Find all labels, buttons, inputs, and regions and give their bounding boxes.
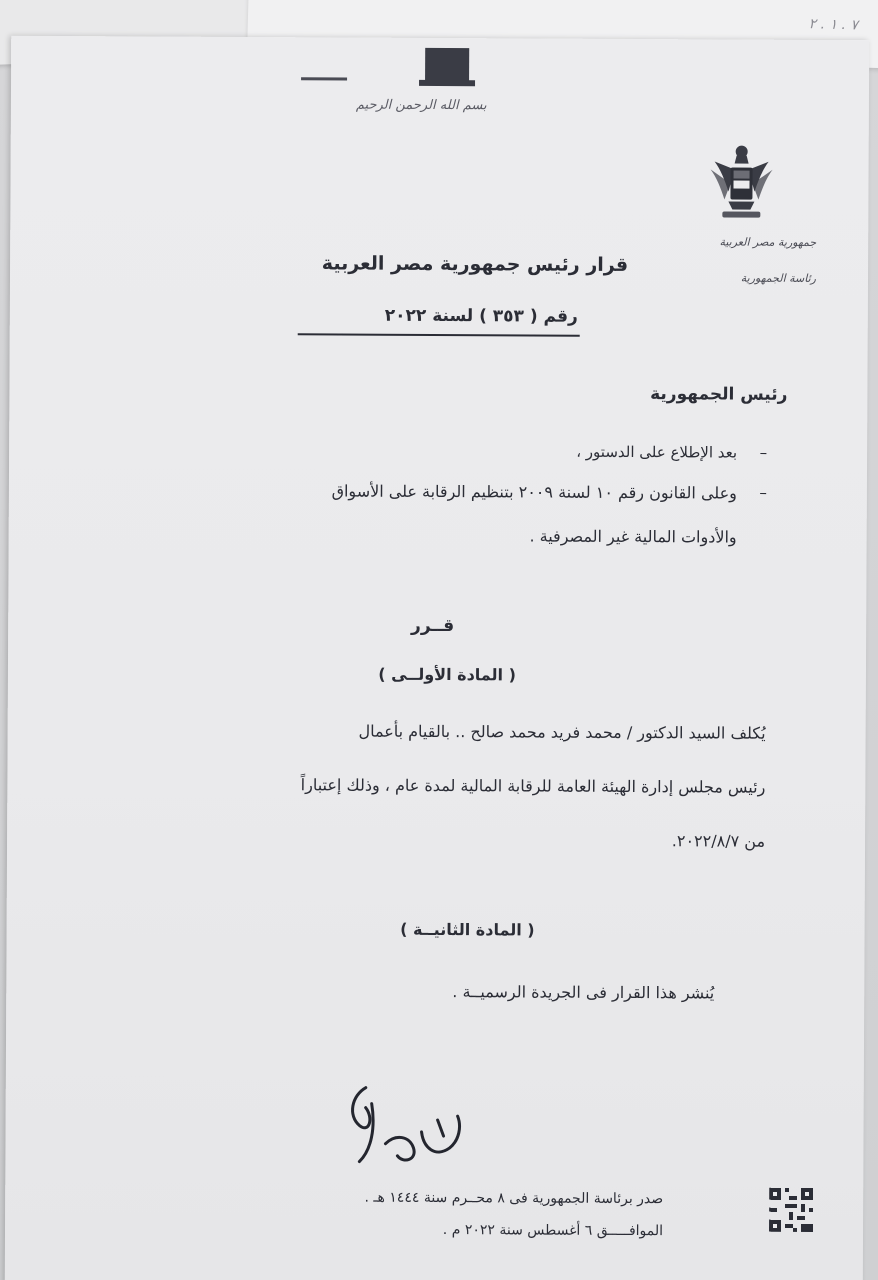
decree-title: قرار رئيس جمهورية مصر العربية xyxy=(321,252,629,276)
article-2-heading: ( المادة الثانيــة ) xyxy=(400,919,535,940)
decree-page xyxy=(5,36,870,1280)
president-signature xyxy=(325,1077,476,1178)
article-1-line-1: يُكلف السيد الدكتور / محمد فريد محمد صالح .. بالقيام بأعمال xyxy=(358,721,766,743)
emblem-label-presidency: رئاسة الجمهورية xyxy=(740,271,817,285)
basmala: بسم الله الرحمن الرحيم xyxy=(355,97,487,114)
preamble-dash-1: – xyxy=(759,443,768,462)
footer-corresponding-line: الموافـــــق ٦ أغسطس سنة ٢٠٢٢ م . xyxy=(442,1222,664,1240)
preamble-dash-2: – xyxy=(759,483,767,502)
punch-mark xyxy=(425,48,469,84)
header-dash-mark xyxy=(301,77,347,80)
footer-issued-line: صدر برئاسة الجمهورية فى ٨ محــرم سنة ١٤٤٤ هـ . xyxy=(364,1189,664,1208)
qr-code-icon xyxy=(769,1188,813,1232)
article-2-text: يُنشر هذا القرار فى الجريدة الرسميــة . xyxy=(452,982,715,1003)
decree-number: رقم ( ٣٥٣ ) لسنة ٢٠٢٢ xyxy=(384,305,578,327)
emblem-label-republic: جمهورية مصر العربية xyxy=(719,235,817,249)
article-1-line-2: رئيس مجلس إدارة الهيئة العامة للرقابة المالية لمدة عام ، وذلك إعتباراً xyxy=(300,775,766,797)
article-1-heading: ( المادة الأولــى ) xyxy=(378,664,516,685)
decided-word: قــرر xyxy=(411,615,455,637)
preamble-item-constitution: بعد الإطلاع على الدستور ، xyxy=(576,442,738,462)
decree-number-underline xyxy=(298,333,580,336)
article-1-line-3: من ٢٠٢٢/٨/٧. xyxy=(671,831,766,851)
punch-mark-base xyxy=(419,80,475,86)
eagle-emblem-icon xyxy=(706,139,776,229)
president-heading: رئيس الجمهورية xyxy=(650,384,788,405)
preamble-item-law-continued: والأدوات المالية غير المصرفية . xyxy=(529,526,737,547)
preamble-item-law: وعلى القانون رقم ١٠ لسنة ٢٠٠٩ بتنظيم الرقابة على الأسواق xyxy=(331,481,737,503)
background-handwriting: ٧ . ١ . ٢ xyxy=(808,16,859,34)
